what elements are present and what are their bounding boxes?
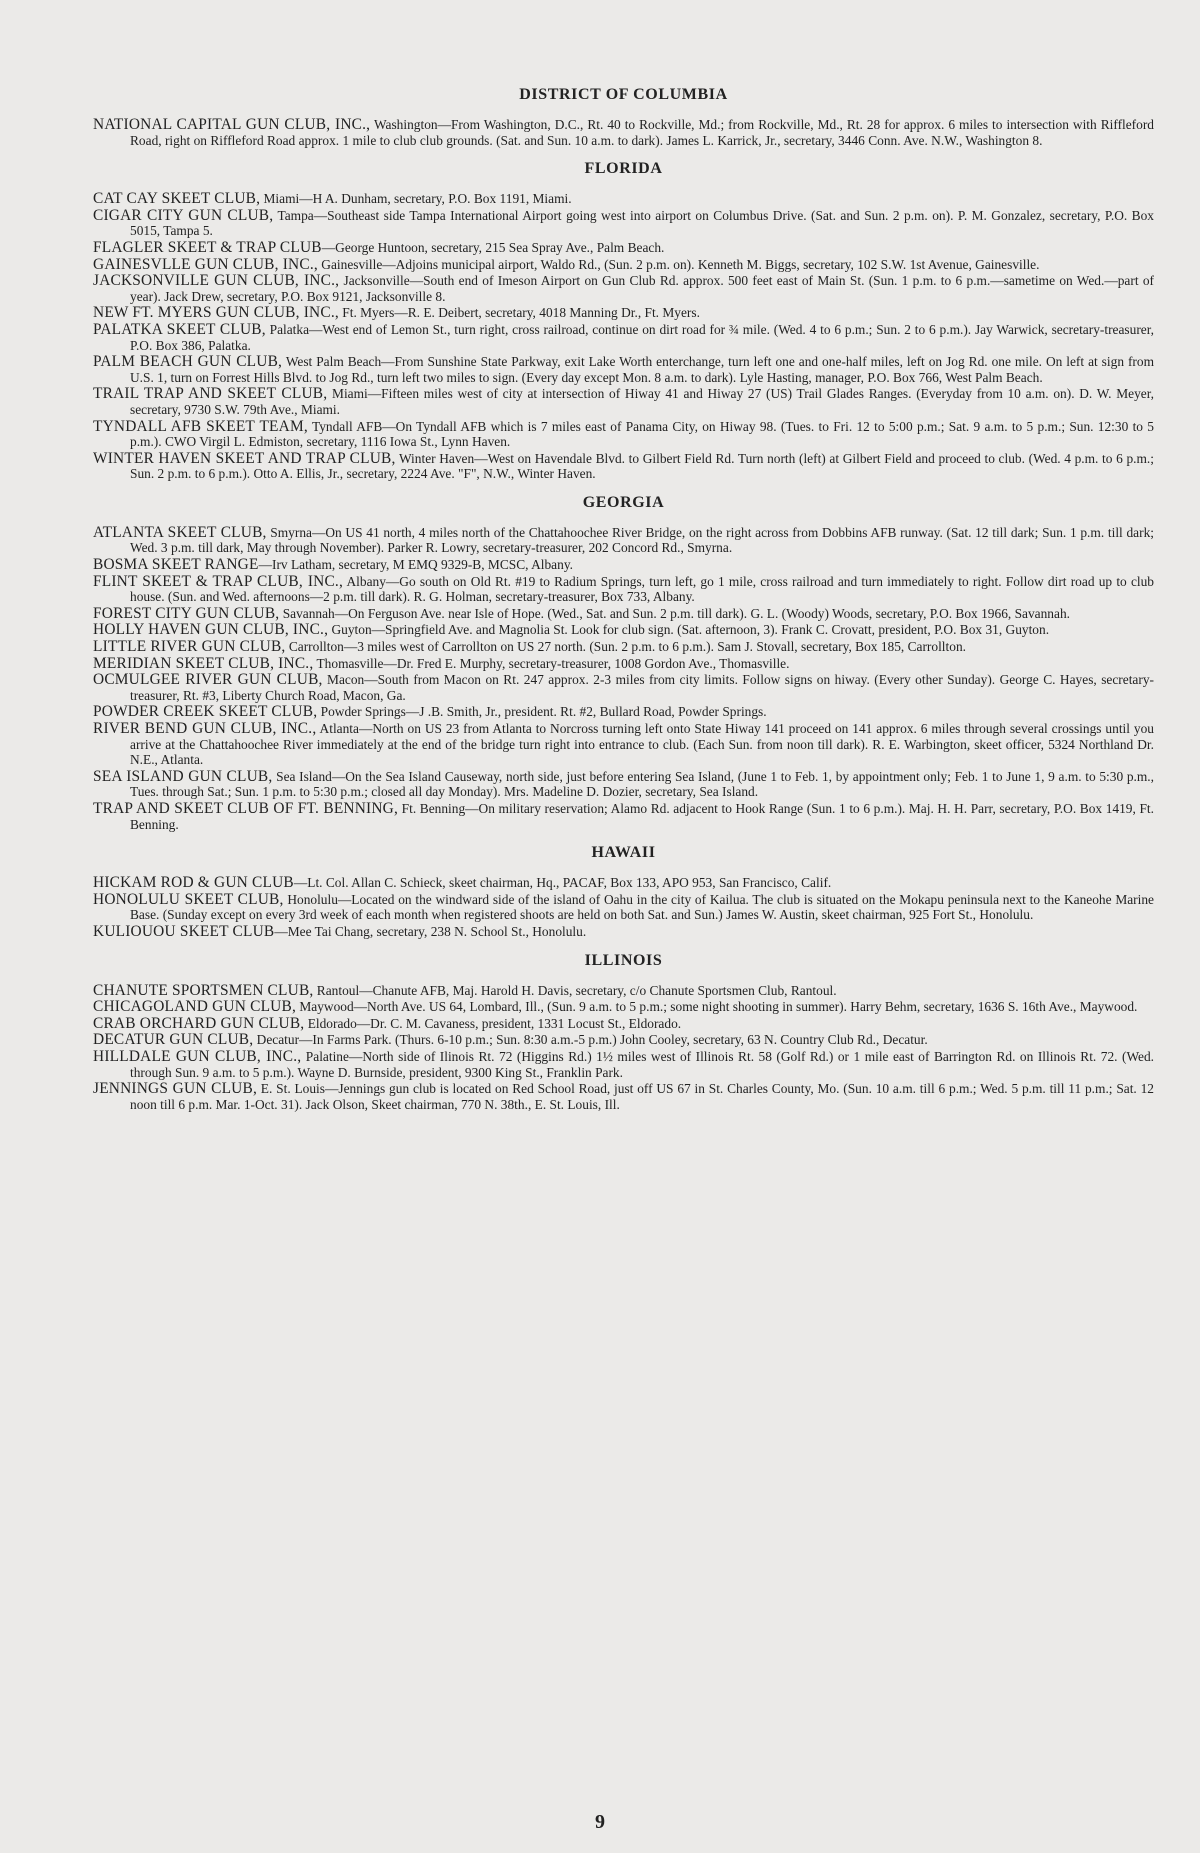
- club-details: Smyrna—On US 41 north, 4 miles north of the Chattahoochee River Bridge, on the right across from Dobbins AFB runway. (Sat. 12 till dark; Sun. 1 p.m. till dark; Wed. 3 p.m. till dark, May through November). Parker R. Lowry, secretary-treasurer, 202 Concord Rd., Smyrna.: [130, 524, 1154, 556]
- club-name: MERIDIAN SKEET CLUB, INC.,: [93, 654, 314, 672]
- club-entry: [93, 354, 1154, 385]
- club-name: CRAB ORCHARD GUN CLUB,: [93, 1014, 305, 1032]
- club-details: Washington—From Washington, D.C., Rt. 40 to Rockville, Md.; from Rockville, Md., Rt. 28 for approx. 6 miles to intersection with Riffleford Road, right on Riffleford Road approx. 1 mile to club club grounds. (Sat. and Sun. 10 a.m. to dark). James L. Karrick, Jr., secretary, 3446 Conn. Ave. N.W., Washington 8.: [130, 117, 1154, 148]
- club-name: BOSMA SKEET RANGE: [93, 556, 259, 574]
- sections-container: [93, 86, 1154, 1112]
- state-heading: ILLINOIS: [584, 951, 663, 969]
- page-number: 9: [595, 1811, 605, 1833]
- club-details: Albany—Go south on Old Rt. #19 to Radium Springs, turn left, go 1 mile, cross railroad and turn immediately to right. Follow dirt road up to club house. (Sun. and Wed. afternoons—2 p.m. till dark). R. G. Holman, secretary-treasurer, Box 733, Albany.: [130, 573, 1155, 605]
- club-name: LITTLE RIVER GUN CLUB,: [93, 638, 286, 656]
- club-name: GAINESVLLE GUN CLUB, INC.,: [93, 255, 318, 273]
- club-details: Palatka—West end of Lemon St., turn right, cross railroad, continue on dirt road for ¾ mile. (Wed. 4 to 6 p.m.; Sun. 2 to 6 p.m.). Jay Warwick, secretary-treasurer, P.O. Box 386, Palatka.: [130, 321, 1154, 353]
- state-heading: DISTRICT OF COLUMBIA: [519, 86, 728, 103]
- club-details: Winter Haven—West on Havendale Blvd. to Gilbert Field Rd. Turn north (left) at Gilbert Field and proceed to club. (Wed. 4 p.m. to 6 p.m.; Sun. 2 p.m. to 6 p.m.). Otto A. Ellis, Jr., secretary, 2224 Ave. "F", N.W., Winter Haven.: [130, 450, 1154, 482]
- club-details: Rantoul—Chanute AFB, Maj. Harold H. Davis, secretary, c/o Chanute Sportsmen Club, Rantoul.: [313, 982, 837, 998]
- club-name: RIVER BEND GUN CLUB, INC.,: [93, 720, 317, 737]
- club-entry: [93, 672, 1154, 703]
- state-heading: FLORIDA: [584, 160, 663, 178]
- club-entry: [93, 451, 1154, 482]
- club-name: KULIOUOU SKEET CLUB: [93, 922, 275, 940]
- state-heading: HAWAII: [591, 844, 656, 862]
- state-section: [93, 86, 1154, 148]
- state-heading: GEORGIA: [582, 493, 665, 511]
- state-section: [93, 844, 1154, 939]
- club-entry: [93, 1032, 1154, 1048]
- club-name: TRAIL TRAP AND SKEET CLUB,: [93, 385, 328, 403]
- club-entry: [93, 386, 1154, 417]
- club-name: NEW FT. MYERS GUN CLUB, INC.,: [93, 304, 339, 322]
- club-entry: [93, 892, 1154, 923]
- club-entry: [93, 639, 1154, 655]
- club-details: Ft. Myers—R. E. Deibert, secretary, 4018 Manning Dr., Ft. Myers.: [338, 305, 700, 321]
- club-details: Sea Island—On the Sea Island Causeway, north side, just before entering Sea Island, (June 1 to Feb. 1, by appointment only; Feb. 1 to June 1, 9 a.m. to 5:30 p.m., Tues. through Sat.; Sun. 1 p.m. to 5:30 p.m.; closed all day Monday). Mrs. Madeline D. Dozier, secretary, Sea Island.: [130, 768, 1155, 800]
- club-name: FLAGLER SKEET & TRAP CLUB: [93, 238, 322, 256]
- club-name: TYNDALL AFB SKEET TEAM,: [93, 417, 308, 435]
- club-entry: [93, 574, 1154, 605]
- club-name: PALM BEACH GUN CLUB,: [93, 353, 283, 371]
- club-details: Tyndall AFB—On Tyndall AFB which is 7 miles east of Panama City, on Hiway 98. (Tues. to Fri. 12 to 5:00 p.m.; Sat. 9 a.m. to 5 p.m.; Sun. 12:30 to 5 p.m.). CWO Virgil L. Edmiston, secretary, 1116 Iowa St., Lynn Haven.: [130, 418, 1154, 450]
- club-entry: [93, 191, 1154, 207]
- club-details: Jacksonville—South end of Imeson Airport on Gun Club Rd. approx. 500 feet east of Main St. (Sun. 1 p.m. to 6 p.m.—sametime on Wed.—part of year). Jack Drew, secretary, P.O. Box 9121, Jacksonville 8.: [130, 273, 1154, 304]
- club-details: —Irv Latham, secretary, M EMQ 9329-B, MCSC, Albany.: [258, 557, 573, 573]
- club-details: Ft. Benning—On military reservation; Alamo Rd. adjacent to Hook Range (Sun. 1 to 6 p.m.). Maj. H. H. Parr, secretary, P.O. Box 1419, Ft. Benning.: [130, 800, 1154, 832]
- club-details: Savannah—On Ferguson Ave. near Isle of Hope. (Wed., Sat. and Sun. 2 p.m. till dark). G. L. (Woody) Woods, secretary, P.O. Box 1966, Savannah.: [279, 605, 1070, 621]
- club-name: ATLANTA SKEET CLUB,: [93, 523, 267, 541]
- club-entry: [93, 769, 1154, 800]
- club-details: Thomasville—Dr. Fred E. Murphy, secretary-treasurer, 1008 Gordon Ave., Thomasville.: [313, 655, 790, 671]
- club-name: CAT CAY SKEET CLUB,: [93, 190, 261, 208]
- club-name: CHICAGOLAND GUN CLUB,: [93, 998, 296, 1016]
- club-name: PALATKA SKEET CLUB,: [93, 320, 266, 338]
- club-entry: [93, 1016, 1154, 1032]
- club-details: Palatine—North side of Ilinois Rt. 72 (Higgins Rd.) 1½ miles west of Illinois Rt. 58 (Golf Rd.) or 1 mile east of Barrington Rd. on Illinois Rt. 72. (Wed. through Sun. 9 a.m. to 5 p.m.). Wayne D. Burnside, president, 9300 King St., Franklin Park.: [130, 1048, 1155, 1080]
- club-name: HILLDALE GUN CLUB, INC.,: [93, 1047, 302, 1065]
- club-details: Honolulu—Located on the windward side of the island of Oahu in the city of Kailua. The club is situated on the Mokapu peninsula next to the Kaneohe Marine Base. (Sunday except on every 3rd week of each month when registered shoots are held on both Sat. and Sun.) James W. Austin, skeet chairman, 925 Fort St., Honolulu.: [130, 891, 1154, 923]
- club-entry: [93, 875, 1154, 891]
- club-name: JACKSONVILLE GUN CLUB, INC.,: [93, 272, 340, 290]
- state-section: [93, 494, 1154, 832]
- club-entry: [93, 419, 1154, 450]
- state-section: [93, 952, 1154, 1113]
- club-name: JENNINGS GUN CLUB,: [93, 1080, 257, 1098]
- club-entry: [93, 273, 1154, 304]
- club-details: —Lt. Col. Allan C. Schieck, skeet chairman, Hq., PACAF, Box 133, APO 953, San Francisco, Calif.: [293, 875, 832, 891]
- club-name: HONOLULU SKEET CLUB,: [93, 890, 284, 908]
- club-entry: [93, 525, 1154, 556]
- club-name: CHANUTE SPORTSMEN CLUB,: [93, 981, 314, 999]
- club-details: —George Huntoon, secretary, 215 Sea Spray Ave., Palm Beach.: [321, 239, 665, 255]
- club-details: E. St. Louis—Jennings gun club is located on Red School Road, just off US 67 in St. Charles County, Mo. (Sun. 10 a.m. till 6 p.m.; Wed. 5 p.m. till 11 p.m.; Sat. 12 noon till 6 p.m. Mar. 1-Oct. 31). Jack Olson, Skeet chairman, 770 N. 38th., E. St. Louis, Ill.: [130, 1081, 1154, 1112]
- club-name: HOLLY HAVEN GUN CLUB, INC.,: [93, 621, 329, 639]
- club-details: Atlanta—North on US 23 from Atlanta to Norcross turning left onto State Hiway 141 proceed on 141 approx. 6 miles through several crossings until you arrive at the Chattahoochee River immediately at the end of the bridge turn right into entrance to club. (Each Sun. from noon till dark). R. E. Warbington, skeet officer, 5324 Northland Dr. N.E., Atlanta.: [130, 721, 1154, 768]
- club-entry: [93, 557, 1154, 573]
- club-details: —Mee Tai Chang, secretary, 238 N. School St., Honolulu.: [274, 923, 587, 939]
- club-entry: [93, 924, 1154, 940]
- club-details: Miami—H A. Dunham, secretary, P.O. Box 1191, Miami.: [260, 191, 572, 207]
- club-details: Macon—South from Macon on Rt. 247 approx. 2-3 miles from city limits. Follow signs on hiway. (Every other Sunday). George C. Hayes, secretary-treasurer, Rt. #3, Liberty Church Road, Macon, Ga.: [130, 672, 1154, 703]
- club-entry: [93, 1081, 1154, 1112]
- club-name: WINTER HAVEN SKEET AND TRAP CLUB,: [93, 449, 396, 467]
- club-name: CIGAR CITY GUN CLUB,: [93, 206, 274, 224]
- club-details: Guyton—Springfield Ave. and Magnolia St. Look for club sign. (Sat. afternoon, 3). Frank C. Crovatt, president, P.O. Box 31, Guyton.: [328, 622, 1050, 638]
- club-entry: [93, 257, 1154, 273]
- club-entry: [93, 622, 1154, 638]
- club-name: SEA ISLAND GUN CLUB,: [93, 767, 273, 785]
- club-details: Maywood—North Ave. US 64, Lombard, Ill., (Sun. 9 a.m. to 5 p.m.; some night shooting in summer). Harry Behm, secretary, 1636 S. 16th Ave., Maywood.: [296, 999, 1138, 1015]
- club-entry: [93, 208, 1154, 239]
- club-details: West Palm Beach—From Sunshine State Parkway, exit Lake Worth enterchange, turn left one and one-half miles, left on Jog Rd. one mile. On left at sign from U.S. 1, turn on Forrest Hills Blvd. to Jog Rd., turn left two miles to sign. (Every day except Mon. 8 a.m. to dark). Lyle Hasting, manager, P.O. Box 766, West Palm Beach.: [130, 354, 1154, 385]
- club-entry: [93, 704, 1154, 720]
- club-details: Eldorado—Dr. C. M. Cavaness, president, 1331 Locust St., Eldorado.: [304, 1015, 682, 1031]
- club-entry: [93, 656, 1154, 672]
- club-entry: [93, 1049, 1154, 1080]
- club-entry: [93, 801, 1154, 832]
- club-name: OCMULGEE RIVER GUN CLUB,: [93, 671, 323, 689]
- club-details: Decatur—In Farms Park. (Thurs. 6-10 p.m.; Sun. 8:30 a.m.-5 p.m.) John Cooley, secretary, 63 N. Country Club Rd., Decatur.: [253, 1032, 928, 1048]
- club-entry: [93, 240, 1154, 256]
- club-entry: [93, 117, 1154, 148]
- club-details: Miami—Fifteen miles west of city at intersection of Hiway 41 and Hiway 27 (US) Trail Glades Ranges. (Everyday from 10 a.m. on). D. W. Meyer, secretary, 9730 S.W. 79th Ave., Miami.: [130, 386, 1154, 417]
- club-name: POWDER CREEK SKEET CLUB,: [93, 703, 318, 721]
- state-section: [93, 160, 1154, 482]
- club-name: TRAP AND SKEET CLUB OF FT. BENNING,: [93, 799, 399, 817]
- club-entry: [93, 322, 1154, 353]
- club-name: HICKAM ROD & GUN CLUB: [93, 874, 294, 892]
- club-name: DECATUR GUN CLUB,: [93, 1031, 254, 1049]
- club-entry: [93, 606, 1154, 622]
- club-details: Gainesville—Adjoins municipal airport, Waldo Rd., (Sun. 2 p.m. on). Kenneth M. Biggs, secretary, 102 S.W. 1st Avenue, Gainesville.: [317, 256, 1040, 272]
- club-entry: [93, 983, 1154, 999]
- club-entry: [93, 999, 1154, 1015]
- club-entry: [93, 721, 1154, 768]
- club-name: FOREST CITY GUN CLUB,: [93, 604, 280, 622]
- club-entry: [93, 305, 1154, 321]
- club-details: Tampa—Southeast side Tampa International Airport going west into airport on Columbus Drive. (Sat. and Sun. 2 p.m. on). P. M. Gonzalez, secretary, P.O. Box 5015, Tampa 5.: [130, 207, 1154, 239]
- club-name: NATIONAL CAPITAL GUN CLUB, INC.,: [93, 116, 371, 133]
- club-details: Powder Springs—J .B. Smith, Jr., president. Rt. #2, Bullard Road, Powder Springs.: [317, 704, 767, 720]
- club-details: Carrollton—3 miles west of Carrollton on US 27 north. (Sun. 2 p.m. to 6 p.m.). Sam J. Stovall, secretary, Box 185, Carrollton.: [285, 639, 966, 655]
- club-name: FLINT SKEET & TRAP CLUB, INC.,: [93, 572, 344, 590]
